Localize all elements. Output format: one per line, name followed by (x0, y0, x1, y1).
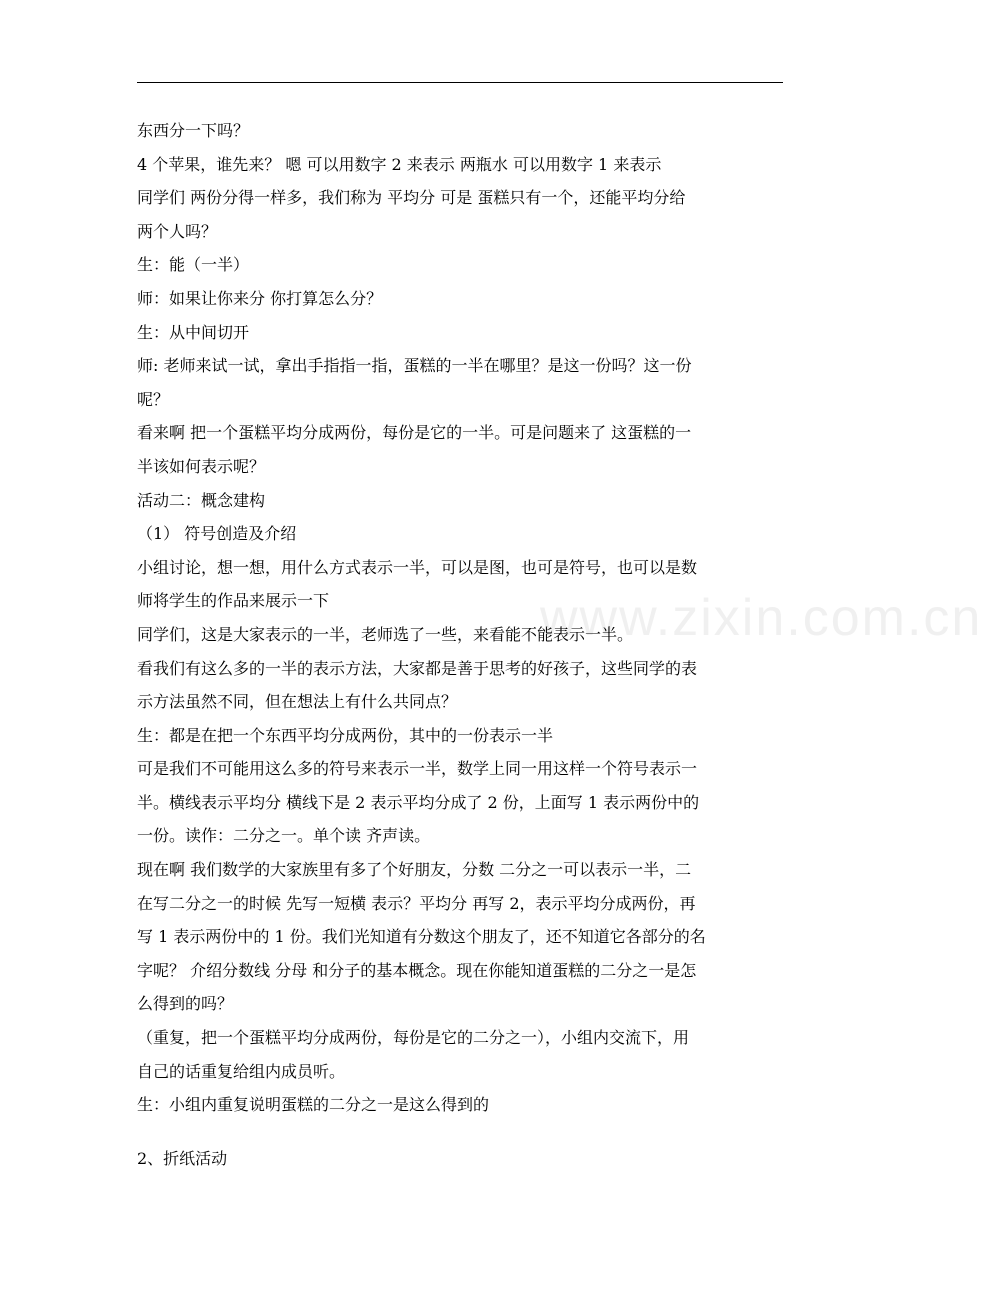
text-line: 可是我们不可能用这么多的符号来表示一半，数学上同一用这样一个符号表示一 (137, 759, 698, 779)
text-line: 生：都是在把一个东西平均分成两份，其中的一份表示一半 (137, 725, 554, 745)
activity-heading: 活动二：概念建构 (137, 490, 266, 510)
text-line: 示方法虽然不同，但在想法上有什么共同点？ (137, 692, 458, 712)
text-line: 小组讨论，想一想，用什么方式表示一半，可以是图，也可是符号，也可以是数 (137, 557, 698, 577)
text-line: （重复，把一个蛋糕平均分成两份，每份是它的二分之一），小组内交流下，用 (137, 1028, 690, 1048)
text-line: 东西分一下吗？ (137, 121, 250, 140)
text-line: 师：如果让你来分 你打算怎么分？ (137, 288, 383, 308)
text-line: 生：从中间切开 (137, 322, 250, 342)
document-body (137, 114, 787, 1175)
text-line: 么得到的吗？ (137, 994, 234, 1014)
text-line: 字呢？ 介绍分数线 分母 和分子的基本概念。现在你能知道蛋糕的二分之一是怎 (137, 960, 697, 980)
text-line: 在写二分之一的时候 先写一短横 表示？平均分 再写 2，表示平均分成两份，再 (137, 893, 696, 913)
text-line: 呢？ (137, 389, 170, 409)
text-line: 师将学生的作品来展示一下 (137, 591, 330, 611)
text-line: 现在啊 我们数学的大家族里有多了个好朋友，分数 二分之一可以表示一半，二 (137, 860, 692, 880)
text-line: 看我们有这么多的一半的表示方法，大家都是善于思考的好孩子，这些同学的表 (137, 658, 698, 678)
text-line: 看来啊 把一个蛋糕平均分成两份，每份是它的一半。可是问题来了 这蛋糕的一 (137, 423, 692, 443)
text-line: 同学们 两份分得一样多，我们称为 平均分 可是 蛋糕只有一个，还能平均分给 (137, 188, 686, 208)
text-line: 一份。读作：二分之一。单个读 齐声读。 (137, 826, 431, 846)
paragraph-gap (137, 1122, 787, 1142)
text-line: 师: 老师来试一试，拿出手指指一指，蛋糕的一半在哪里？是这一份吗？这一份 (137, 356, 692, 376)
text-line: 半。横线表示平均分 横线下是 2 表示平均分成了 2 份，上面写 1 表示两份中的 (137, 792, 700, 812)
text-line: 两个人吗？ (137, 221, 218, 241)
text-line: 半该如何表示呢？ (137, 456, 266, 476)
text-line: 同学们，这是大家表示的一半，老师选了一些，来看能不能表示一半。 (137, 624, 634, 644)
text-line: 生：能（一半） (137, 255, 250, 275)
text-line: 生：小组内重复说明蛋糕的二分之一是这么得到的 (137, 1095, 490, 1115)
text-line: 自己的话重复给组内成员听。 (137, 1061, 346, 1081)
watermark: www.zixin.com.cn (540, 589, 982, 647)
subsection-heading: （1） 符号创造及介绍 (137, 524, 297, 544)
text-line: 写 1 表示两份中的 1 份。我们光知道有分数这个朋友了，还不知道它各部分的名 (137, 927, 706, 947)
header-rule (137, 82, 783, 83)
section-heading: 2、折纸活动 (137, 1148, 228, 1168)
text-line: 4 个苹果，谁先来？ 嗯 可以用数字 2 来表示 两瓶水 可以用数字 1 来表示 (137, 154, 662, 174)
